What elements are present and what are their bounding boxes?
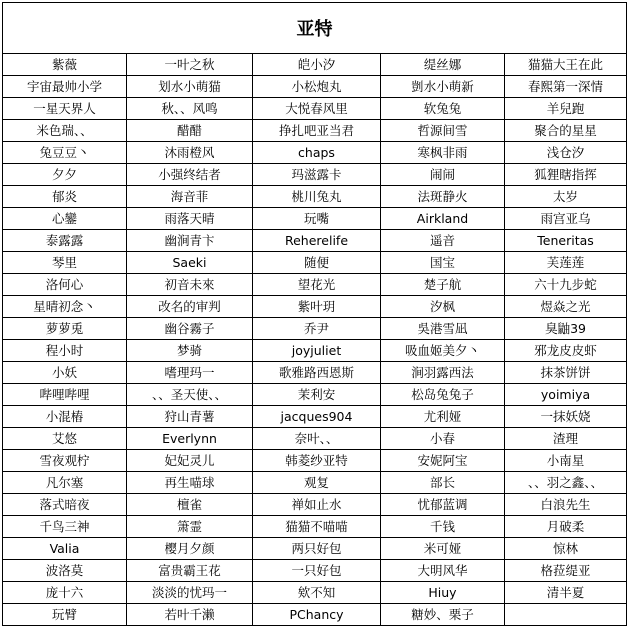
table-row: [3, 384, 627, 406]
table-cell: 兔豆豆丶: [3, 142, 127, 164]
table-cell: 惊林: [505, 538, 627, 560]
table-cell: 吳港雪凪: [381, 318, 505, 340]
table-row: [3, 340, 627, 362]
table-cell: 沐雨橙风: [127, 142, 253, 164]
table-cell: 六十九步蛇: [505, 274, 627, 296]
table-cell: Everlynn: [127, 428, 253, 450]
table-row: [3, 230, 627, 252]
table-row: [3, 560, 627, 582]
table-cell: 千钱: [381, 516, 505, 538]
table-cell: 雪夜观柠: [3, 450, 127, 472]
table-cell: Saeki: [127, 252, 253, 274]
table-cell: 猫猫不喵喵: [253, 516, 381, 538]
table-cell: 夕夕: [3, 164, 127, 186]
table-cell: 千鸟三神: [3, 516, 127, 538]
name-table: [2, 2, 627, 626]
table-cell: 渣理: [505, 428, 627, 450]
table-cell: 庞十六: [3, 582, 127, 604]
title-row: [3, 3, 627, 54]
table-cell: 羊兒跑: [505, 98, 627, 120]
table-cell: 部长: [381, 472, 505, 494]
table-row: [3, 142, 627, 164]
table-cell: 狐狸瞎指挥: [505, 164, 627, 186]
table-row: [3, 450, 627, 472]
table-row: [3, 516, 627, 538]
table-cell: 妃妃灵儿: [127, 450, 253, 472]
table-cell: 白浪先生: [505, 494, 627, 516]
table-row: [3, 538, 627, 560]
table-cell: 芙莲莲: [505, 252, 627, 274]
table-cell: 格菈缇亚: [505, 560, 627, 582]
table-cell: 禅如止水: [253, 494, 381, 516]
table-cell: 米色瑞、、: [3, 120, 127, 142]
table-row: [3, 406, 627, 428]
table-row: [3, 318, 627, 340]
table-cell: 皑小汐: [253, 54, 381, 76]
table-cell: 紫薇: [3, 54, 127, 76]
table-cell: 法斑静火: [381, 186, 505, 208]
table-cell: 洛何心: [3, 274, 127, 296]
table-cell: Reherelife: [253, 230, 381, 252]
table-cell: 茉利安: [253, 384, 381, 406]
table-cell: 玩臂: [3, 604, 127, 626]
table-cell: 宇宙最帅小学: [3, 76, 127, 98]
table-row: [3, 98, 627, 120]
table-cell: 聚合的星星: [505, 120, 627, 142]
table-cell: 臭鼬39: [505, 318, 627, 340]
table-cell: 凡尔塞: [3, 472, 127, 494]
table-row: [3, 362, 627, 384]
table-cell: Airkland: [381, 208, 505, 230]
table-cell: 大悦春风里: [253, 98, 381, 120]
table-cell: 欸不知: [253, 582, 381, 604]
table-cell: 幽谷霧子: [127, 318, 253, 340]
table-cell: 抹茶饼饼: [505, 362, 627, 384]
table-row: [3, 54, 627, 76]
table-cell: 划水小萌猫: [127, 76, 253, 98]
table-cell: 程小时: [3, 340, 127, 362]
table-cell: 随便: [253, 252, 381, 274]
table-row: [3, 494, 627, 516]
table-cell: 忧郁蓝调: [381, 494, 505, 516]
table-cell: 玩嘴: [253, 208, 381, 230]
table-cell: 小南星: [505, 450, 627, 472]
table-cell: 煜焱之光: [505, 296, 627, 318]
table-cell: 楚子航: [381, 274, 505, 296]
table-cell: 改名的审判: [127, 296, 253, 318]
table-row: [3, 120, 627, 142]
table-cell: 箫霊: [127, 516, 253, 538]
table-cell: 紫叶玥: [253, 296, 381, 318]
table-cell: 樱月夕颜: [127, 538, 253, 560]
table-cell: 郁炎: [3, 186, 127, 208]
table-cell: 海音菲: [127, 186, 253, 208]
table-cell: 乔尹: [253, 318, 381, 340]
table-cell: 挣扎吧亚当君: [253, 120, 381, 142]
table-cell: [505, 604, 627, 626]
table-cell: 一抹妖娆: [505, 406, 627, 428]
table-cell: 松岛兔兔子: [381, 384, 505, 406]
table-cell: 歌雅路西恩斯: [253, 362, 381, 384]
table-cell: 、、圣天使、、: [127, 384, 253, 406]
table-cell: 淡淡的忧玛一: [127, 582, 253, 604]
table-cell: 遥音: [381, 230, 505, 252]
table-cell: Valia: [3, 538, 127, 560]
table-cell: yoimiya: [505, 384, 627, 406]
table-cell: 奈叶、、: [253, 428, 381, 450]
table-cell: 心鑾: [3, 208, 127, 230]
table-cell: 一叶之秋: [127, 54, 253, 76]
table-row: [3, 428, 627, 450]
table-cell: 波洛莫: [3, 560, 127, 582]
table-cell: 汐枫: [381, 296, 505, 318]
table-cell: 软兔兔: [381, 98, 505, 120]
table-cell: 再生喵球: [127, 472, 253, 494]
table-row: [3, 252, 627, 274]
table-row: [3, 164, 627, 186]
table-cell: 缇丝娜: [381, 54, 505, 76]
table-cell: 琴里: [3, 252, 127, 274]
table-cell: 、、羽之鑫、、: [505, 472, 627, 494]
table-cell: 小强终结者: [127, 164, 253, 186]
table-cell: 梦骑: [127, 340, 253, 362]
table-cell: 清半夏: [505, 582, 627, 604]
table-cell: 桃川兔丸: [253, 186, 381, 208]
table-cell: 尤利娅: [381, 406, 505, 428]
table-cell: 哔哩哔哩: [3, 384, 127, 406]
table-cell: jacques904: [253, 406, 381, 428]
table-cell: 米可娅: [381, 538, 505, 560]
table-cell: 观复: [253, 472, 381, 494]
table-cell: 春熙第一深情: [505, 76, 627, 98]
table-title: 亚特: [3, 3, 627, 54]
table-cell: 邪龙皮皮虾: [505, 340, 627, 362]
table-cell: 泰露露: [3, 230, 127, 252]
table-cell: 国宝: [381, 252, 505, 274]
table-cell: 秋、、风鸣: [127, 98, 253, 120]
table-cell: 小妖: [3, 362, 127, 384]
table-row: [3, 296, 627, 318]
table-row: [3, 274, 627, 296]
table-cell: 寒枫非雨: [381, 142, 505, 164]
table-row: [3, 582, 627, 604]
table-cell: 若叶千濑: [127, 604, 253, 626]
table-cell: 一星天界人: [3, 98, 127, 120]
table-cell: 檀雀: [127, 494, 253, 516]
table-cell: 一只好包: [253, 560, 381, 582]
table-row: [3, 186, 627, 208]
table-cell: 落式暗夜: [3, 494, 127, 516]
table-cell: 吸血姬美夕丶: [381, 340, 505, 362]
table-cell: 狩山青薯: [127, 406, 253, 428]
table-cell: 两只好包: [253, 538, 381, 560]
table-cell: 艾悠: [3, 428, 127, 450]
table-cell: 韩菱纱亚特: [253, 450, 381, 472]
table-cell: 小松炮丸: [253, 76, 381, 98]
table-cell: Hiuy: [381, 582, 505, 604]
table-cell: 安妮阿宝: [381, 450, 505, 472]
table-row: [3, 76, 627, 98]
table-cell: 涧羽露西法: [381, 362, 505, 384]
table-cell: 小混樁: [3, 406, 127, 428]
table-cell: joyjuliet: [253, 340, 381, 362]
table-cell: 太岁: [505, 186, 627, 208]
table-cell: 醋醋: [127, 120, 253, 142]
table-cell: 雨宫亚乌: [505, 208, 627, 230]
table-cell: 初音未來: [127, 274, 253, 296]
table-cell: 萝萝兎: [3, 318, 127, 340]
table-cell: 大明风华: [381, 560, 505, 582]
table-cell: 嗜理玛一: [127, 362, 253, 384]
table-cell: 小春: [381, 428, 505, 450]
table-row: [3, 208, 627, 230]
table-cell: 哲源间雪: [381, 120, 505, 142]
table-cell: 星晴初念丶: [3, 296, 127, 318]
table-cell: Teneritas: [505, 230, 627, 252]
table-cell: 猫猫大王在此: [505, 54, 627, 76]
table-cell: PChancy: [253, 604, 381, 626]
table-cell: 富贵霸王花: [127, 560, 253, 582]
table-cell: 望花光: [253, 274, 381, 296]
table-cell: chaps: [253, 142, 381, 164]
table-cell: 幽涧青卞: [127, 230, 253, 252]
table-row: [3, 604, 627, 626]
table-cell: 浅仓汐: [505, 142, 627, 164]
table-cell: 糖妙、栗子: [381, 604, 505, 626]
table-cell: 雨落天晴: [127, 208, 253, 230]
table-cell: 闹闹: [381, 164, 505, 186]
table-cell: 剴水小萌新: [381, 76, 505, 98]
table-cell: 月破柔: [505, 516, 627, 538]
table-cell: 玛滋露卡: [253, 164, 381, 186]
table-row: [3, 472, 627, 494]
